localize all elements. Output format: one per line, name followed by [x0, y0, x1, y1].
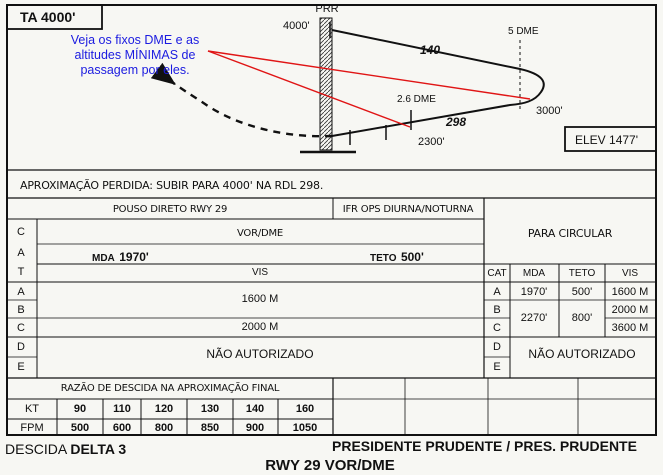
circ-b-vis: 2000 M — [611, 304, 649, 316]
fpm-value: 800 — [154, 422, 174, 434]
kt-value: 130 — [200, 403, 220, 415]
red-pointer-line-2 — [208, 51, 530, 99]
circ-a-cat: A — [493, 286, 501, 298]
straight-in-header: POUSO DIRETO RWY 29 — [112, 204, 228, 215]
circ-c-cat: C — [493, 322, 501, 334]
kt-value: 120 — [154, 403, 174, 415]
heading-140-label: 140 — [420, 43, 441, 57]
vor-identifier: PRR — [315, 3, 339, 15]
heading-298-label: 298 — [446, 115, 467, 129]
kt-value: 160 — [295, 403, 315, 415]
fpm-value: 900 — [245, 422, 265, 434]
kt-value: 90 — [73, 403, 87, 415]
missed-approach-text: APROXIMAÇÃO PERDIDA: SUBIR PARA 4000' NA RDL 298. — [20, 179, 324, 192]
ifr-ops-header: IFR OPS DIURNA/NOTURNA — [342, 204, 474, 215]
fpm-value: 500 — [70, 422, 90, 434]
altitude-3000-label: 3000' — [536, 105, 563, 117]
row-letter-c: C — [17, 322, 25, 334]
procedure-title: RWY 29 VOR/DME — [265, 457, 395, 474]
descida-label: DESCIDA — [5, 441, 67, 457]
circ-d-cat: D — [493, 341, 501, 353]
annotation-line-3: passagem por eles. — [80, 63, 190, 77]
cat-letter-c: C — [17, 226, 25, 238]
two-six-dme-label: 2.6 DME — [397, 94, 436, 105]
elevation-label: ELEV 1477' — [575, 133, 639, 147]
annotation-line-1: Veja os fixos DME e as — [70, 33, 200, 47]
row-letter-e: E — [17, 361, 25, 373]
altitude-2300-label: 2300' — [418, 136, 445, 148]
procedure-name: DELTA 3 — [70, 441, 127, 457]
annotation-line-2: altitudes MÍNIMAS de — [74, 48, 196, 62]
kt-label: KT — [24, 403, 40, 415]
circ-a-vis: 1600 M — [611, 286, 649, 298]
kt-value: 110 — [113, 403, 131, 415]
circ-head-mda: MDA — [522, 268, 546, 279]
vis-ab-value: 1600 M — [241, 293, 279, 305]
row-letter-a: A — [17, 286, 25, 298]
missed-approach-path — [172, 82, 332, 136]
row-letter-b: B — [17, 304, 25, 316]
vis-c-value: 2000 M — [241, 321, 279, 333]
fpm-label: FPM — [20, 422, 44, 434]
circ-head-vis: VIS — [621, 268, 639, 279]
annotation-note — [55, 33, 215, 78]
vor-dme-label: VOR/DME — [236, 228, 284, 239]
circ-head-teto: TETO — [568, 268, 596, 279]
mda-group — [92, 249, 149, 265]
kt-value: 140 — [245, 403, 265, 415]
circ-a-teto: 500' — [571, 286, 593, 298]
not-authorized-de: NÃO AUTORIZADO — [206, 347, 314, 361]
fpm-value: 1050 — [292, 422, 318, 434]
red-pointer-line-1 — [208, 51, 410, 127]
mda-label: MDA — [92, 253, 115, 264]
cat-letter-t: T — [17, 266, 25, 278]
teto-label: TETO — [370, 253, 397, 264]
airport-name: PRESIDENTE PRUDENTE / PRES. PRUDENTE — [332, 438, 637, 454]
circ-bc-mda: 2270' — [520, 312, 548, 324]
circ-e-cat: E — [493, 361, 501, 373]
altitude-4000-label: 4000' — [283, 20, 310, 32]
row-letter-d: D — [17, 341, 25, 353]
circling-header: PARA CIRCULAR — [527, 227, 613, 240]
circ-not-authorized: NÃO AUTORIZADO — [528, 347, 636, 361]
circ-bc-teto: 800' — [571, 312, 593, 324]
descida-group — [5, 442, 126, 456]
circ-a-mda: 1970' — [520, 286, 548, 298]
descent-title: RAZÃO DE DESCIDA NA APROXIMAÇÃO FINAL — [60, 383, 280, 394]
circ-head-cat: CAT — [487, 268, 507, 279]
cat-letter-a: A — [17, 247, 25, 259]
fpm-value: 850 — [200, 422, 220, 434]
fpm-value: 600 — [112, 422, 132, 434]
teto-group — [370, 249, 424, 265]
mda-value: 1970' — [119, 250, 149, 264]
teto-value: 500' — [400, 250, 424, 264]
circ-c-vis: 3600 M — [611, 322, 649, 334]
circ-b-cat: B — [493, 304, 501, 316]
vis-label: VIS — [251, 267, 269, 278]
five-dme-label: 5 DME — [508, 26, 539, 37]
transition-altitude: TA 4000' — [20, 9, 76, 25]
